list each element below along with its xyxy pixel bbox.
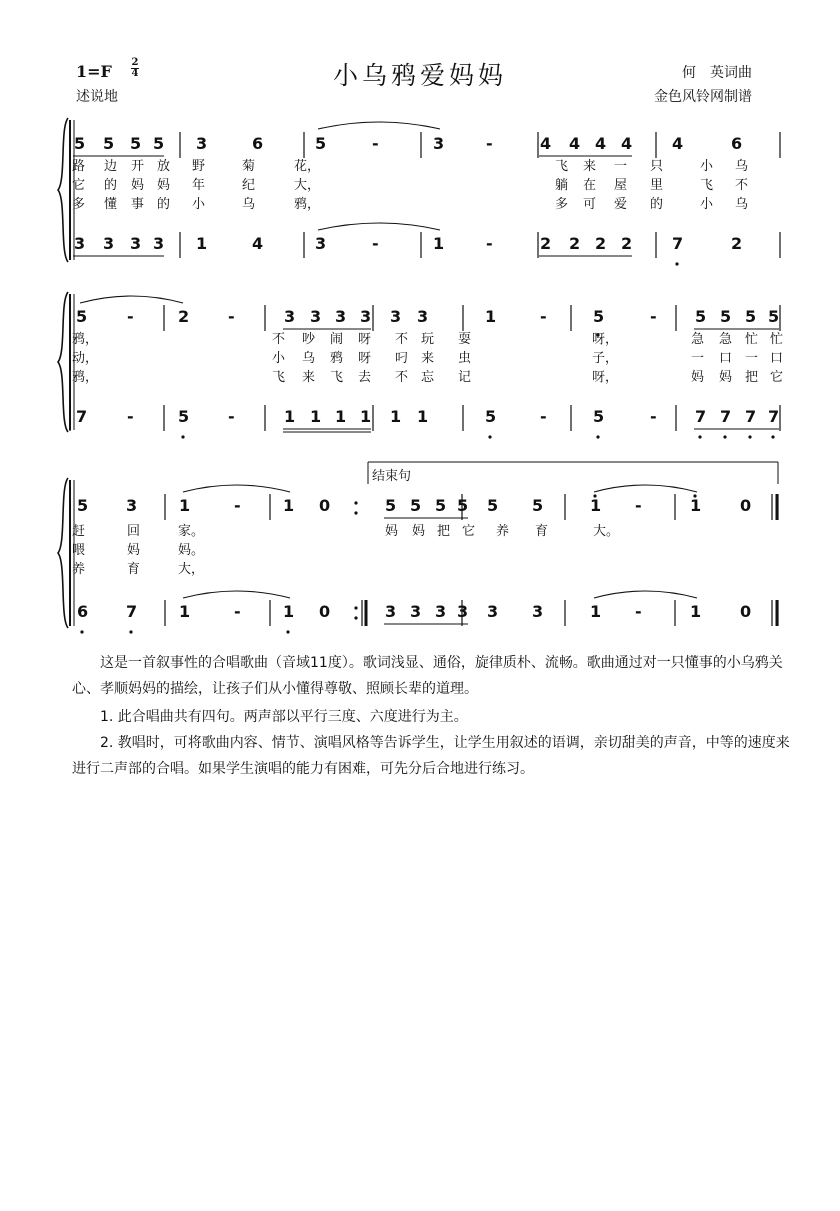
lower-note: 3 [385,602,397,621]
lyric-syllable: 妈 [127,543,141,558]
lower-note: 1 [590,602,602,621]
lyric-syllable: 呀 [358,351,372,366]
octave-dot [354,606,357,609]
lower-note: 3 [153,234,165,253]
lyric-syllable: 口 [719,351,733,366]
lyric-syllable: 鸦， [72,370,99,385]
lower-note: 3 [103,234,115,253]
lyric-syllable: 忘 [421,370,435,385]
upper-note: 5 [153,134,165,153]
octave-dot [286,630,289,633]
upper-note: - [234,496,241,515]
system-brace [58,118,68,262]
upper-note: 4 [672,134,684,153]
lyric-syllable: 一 [691,351,705,366]
lyric-syllable: 妈 [412,524,426,539]
lyric-syllable: 一 [745,351,759,366]
system-brace [58,478,68,628]
lyric-syllable: 乌 [735,197,749,212]
lyric-syllable: 养 [496,524,510,539]
lower-note: 2 [595,234,607,253]
octave-dot [675,262,678,265]
producer-credit: 金色风铃网制谱 [654,89,752,105]
lower-note: 0 [740,602,752,621]
upper-note: - [486,134,493,153]
lyric-syllable: 鸦， [294,197,321,212]
upper-note: 4 [569,134,581,153]
lyric-syllable: 它 [72,178,86,193]
lyric-syllable: 边 [104,159,118,174]
lyric-syllable: 躺 [555,178,569,193]
lyric-syllable: 不 [395,370,409,385]
upper-note: 5 [435,496,447,515]
lyric-syllable: 小 [700,197,714,212]
lyric-syllable: 妈 [691,370,705,385]
lyric-syllable: 来 [421,351,435,366]
tie-slur [80,296,183,303]
octave-dot [698,435,701,438]
lyric-syllable: 把 [437,524,451,539]
lyric-syllable: 呀， [592,332,619,347]
lyric-syllable: 鸦 [330,351,344,366]
lyric-syllable: 子， [592,351,619,366]
lyric-syllable: 纪 [242,178,256,193]
lyric-syllable: 忙 [770,332,784,347]
upper-note: 5 [695,307,707,326]
system-brace [58,292,68,432]
lyric-syllable: 妈 [131,178,145,193]
upper-note: 2 [178,307,190,326]
lyric-syllable: 来 [302,370,316,385]
lyric-syllable: 鸦， [72,332,99,347]
lyric-syllable: 吵 [302,332,316,347]
lyric-syllable: 一 [614,159,628,174]
lyric-syllable: 小 [272,351,286,366]
lyric-syllable: 多 [72,197,86,212]
lower-note: - [486,234,493,253]
lyric-syllable: 家。 [178,524,205,539]
lyric-syllable: 呀 [358,332,372,347]
lyric-syllable: 只 [650,159,664,174]
lower-note: 4 [252,234,264,253]
lower-note: 0 [319,602,331,621]
note-point-1: 1. 此合唱曲共有四句。两声部以平行三度、六度进行为主。 [100,709,468,725]
upper-note: 3 [335,307,347,326]
upper-note: 4 [540,134,552,153]
upper-note: 4 [621,134,633,153]
lower-note: - [540,407,547,426]
tie-slur [183,485,290,492]
upper-note: 5 [77,496,89,515]
upper-note: 5 [315,134,327,153]
lower-note: 1 [690,602,702,621]
tie-slur [183,591,290,598]
lyric-syllable: 去 [358,370,372,385]
lower-note: 1 [284,407,296,426]
upper-note: 5 [745,307,757,326]
upper-note: - [127,307,134,326]
lyric-syllable: 急 [691,332,705,347]
lower-note: 5 [485,407,497,426]
lower-note: 3 [532,602,544,621]
intro-paragraph: 这是一首叙事性的合唱歌曲（音域11度）。歌词浅显、通俗，旋律质朴、流畅。歌曲通过对一只懂事的小乌鸦关心、孝顺妈妈的描绘，让孩子们从小懂得尊敬、照顾长辈的道理。 [72,655,783,697]
lyric-syllable: 花， [294,159,321,174]
lower-note: 3 [130,234,142,253]
lyric-syllable: 闹 [330,332,344,347]
lyric-syllable: 大， [178,562,205,577]
lower-note: 3 [410,602,422,621]
lyric-syllable: 开 [131,159,145,174]
lyric-syllable: 的 [157,197,171,212]
upper-note: 5 [593,307,605,326]
octave-dot [488,435,491,438]
lower-note: 7 [695,407,707,426]
lyric-syllable: 的 [650,197,664,212]
meter-top: 2 [131,57,139,68]
lyric-syllable: 年 [192,178,206,193]
lower-note: 1 [433,234,445,253]
lower-note: 3 [435,602,447,621]
lyric-syllable: 动， [72,351,99,366]
lyric-syllable: 来 [583,159,597,174]
lyric-syllable: 小 [192,197,206,212]
lyric-syllable: 呀， [592,370,619,385]
lower-note: 7 [745,407,757,426]
lyric-syllable: 喂 [72,543,86,558]
lyric-syllable: 大。 [593,524,620,539]
upper-note: 5 [720,307,732,326]
lyric-syllable: 爱 [614,197,628,212]
note-point-2: 2. 教唱时，可将歌曲内容、情节、演唱风格等告诉学生，让学生用叙述的语调，亲切甜美的声音，中等的速度来进行二声部的合唱。如果学生演唱的能力有困难，可先分后合地进行练习。 [72,735,790,777]
lower-note: 7 [768,407,780,426]
author-credit: 何 英词曲 [682,65,752,81]
lower-note: 1 [360,407,372,426]
lyric-syllable: 耍 [458,332,472,347]
upper-note: 3 [360,307,372,326]
tie-slur [594,591,697,598]
upper-note: 5 [74,134,86,153]
lyric-syllable: 乌 [302,351,316,366]
lower-note: 3 [315,234,327,253]
upper-note: 1 [485,307,497,326]
lyric-syllable: 虫 [458,351,472,366]
ending-label: 结束句 [372,469,412,484]
upper-note: - [228,307,235,326]
lower-note: 3 [74,234,86,253]
octave-dot [748,435,751,438]
lower-note: - [228,407,235,426]
upper-note: 1 [283,496,295,515]
tie-slur [318,122,440,129]
lyric-syllable: 它 [462,524,476,539]
upper-note: 1 [179,496,191,515]
lower-note: 1 [335,407,347,426]
lyric-syllable: 妈 [719,370,733,385]
lyric-syllable: 把 [745,370,759,385]
lower-note: - [234,602,241,621]
upper-note: 3 [310,307,322,326]
lower-note: 3 [457,602,469,621]
octave-dot [771,435,774,438]
lyric-syllable: 懂 [104,197,118,212]
octave-dot [723,435,726,438]
lyric-syllable: 不 [395,332,409,347]
lyric-syllable: 屋 [614,178,628,193]
upper-note: 6 [252,134,264,153]
octave-dot [129,630,132,633]
lyric-syllable: 飞 [555,159,569,174]
lyric-syllable: 不 [272,332,286,347]
lyric-syllable: 玩 [421,332,435,347]
lyric-syllable: 妈。 [178,543,205,558]
lyric-syllable: 回 [127,524,141,539]
lyric-syllable: 放 [157,159,171,174]
octave-dot [181,435,184,438]
lyric-syllable: 忙 [745,332,759,347]
lower-note: 7 [720,407,732,426]
upper-note: 5 [487,496,499,515]
upper-note: 5 [103,134,115,153]
lyric-syllable: 养 [72,562,86,577]
lyric-syllable: 妈 [157,178,171,193]
lower-note: 5 [593,407,605,426]
upper-note: 4 [595,134,607,153]
lyric-syllable: 菊 [242,159,256,174]
upper-note: 1 [690,496,702,515]
lyric-syllable: 事 [131,197,145,212]
upper-note: 3 [433,134,445,153]
lower-note: 1 [417,407,429,426]
upper-note: 5 [385,496,397,515]
lower-note: 2 [731,234,743,253]
key-signature: 1=F [76,62,112,81]
lyric-syllable: 急 [719,332,733,347]
lower-note: 1 [390,407,402,426]
lyric-syllable: 赶 [72,524,86,539]
lower-note: 2 [540,234,552,253]
lower-note: 1 [283,602,295,621]
lower-note: 7 [76,407,88,426]
tie-slur [318,223,440,230]
lower-note: 7 [126,602,138,621]
upper-note: 3 [126,496,138,515]
lyric-syllable: 野 [192,159,206,174]
lyric-syllable: 路 [72,159,86,174]
lyric-syllable: 多 [555,197,569,212]
lower-note: 3 [487,602,499,621]
meter-bottom: 4 [131,68,139,79]
lyric-syllable: 叼 [395,351,409,366]
lyric-syllable: 乌 [242,197,256,212]
upper-note: 1 [590,496,602,515]
lower-note: - [127,407,134,426]
lyric-syllable: 大， [294,178,321,193]
lower-note: 1 [179,602,191,621]
upper-note: - [635,496,642,515]
song-title: 小乌鸦爱妈妈 [332,61,507,90]
octave-dot [596,435,599,438]
upper-note: 5 [76,307,88,326]
upper-note: - [540,307,547,326]
octave-dot [354,501,357,504]
upper-note: 5 [532,496,544,515]
lyric-syllable: 飞 [272,370,286,385]
lower-note: 7 [672,234,684,253]
upper-note: - [372,134,379,153]
upper-note: - [650,307,657,326]
upper-note: 3 [284,307,296,326]
upper-note: 5 [410,496,422,515]
upper-note: 3 [390,307,402,326]
upper-note: 5 [768,307,780,326]
lyric-syllable: 育 [127,562,141,577]
octave-dot [80,630,83,633]
octave-dot [354,616,357,619]
tie-slur [594,485,697,492]
upper-note: 3 [196,134,208,153]
lyric-syllable: 妈 [385,524,399,539]
lyric-syllable: 可 [583,197,597,212]
lyric-syllable: 飞 [700,178,714,193]
upper-note: 5 [130,134,142,153]
lower-note: 6 [77,602,89,621]
lyric-syllable: 飞 [330,370,344,385]
octave-dot [354,511,357,514]
lower-note: 2 [569,234,581,253]
lower-note: - [650,407,657,426]
upper-note: 0 [319,496,331,515]
lyric-syllable: 的 [104,178,118,193]
lyric-syllable: 记 [458,370,472,385]
lower-note: 5 [178,407,190,426]
lower-note: - [635,602,642,621]
lower-note: 1 [310,407,322,426]
lyric-syllable: 小 [700,159,714,174]
lower-note: 2 [621,234,633,253]
lyric-syllable: 在 [583,178,597,193]
upper-note: 3 [417,307,429,326]
tempo-mark: 述说地 [76,89,118,105]
lyric-syllable: 里 [650,178,664,193]
lyric-syllable: 它 [770,370,784,385]
lower-note: - [372,234,379,253]
lyric-syllable: 不 [735,178,749,193]
lower-note: 1 [196,234,208,253]
upper-note: 6 [731,134,743,153]
lyric-syllable: 育 [535,524,549,539]
upper-note: 5 [457,496,469,515]
upper-note: 0 [740,496,752,515]
lyric-syllable: 口 [770,351,784,366]
lyric-syllable: 乌 [735,159,749,174]
